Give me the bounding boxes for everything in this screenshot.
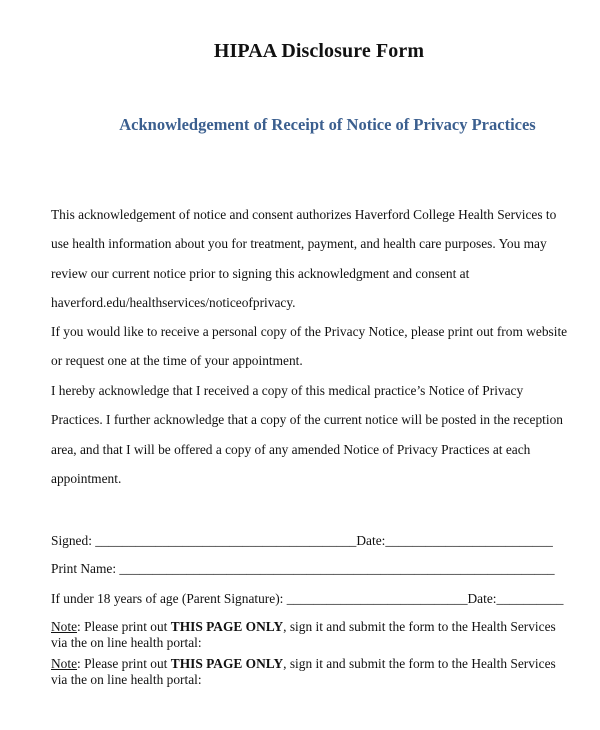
print-name-line[interactable]: Print Name: _________________________________________________________________ <box>51 561 555 576</box>
note-line: via the on line health portal: <box>51 635 202 650</box>
note-label: Note <box>51 656 78 671</box>
note-emphasis: THIS PAGE ONLY <box>170 619 284 634</box>
paragraph-line: haverford.edu/healthservices/noticeofprivacy. <box>51 295 296 311</box>
acknowledgement-paragraph <box>51 376 561 494</box>
note-line <box>51 619 571 635</box>
paragraph-line: This acknowledgement of notice and consent authorizes Haverford College Health Services to <box>51 207 557 222</box>
paragraph-line: If you would like to receive a personal copy of the Privacy Notice, please print out from website <box>51 324 568 339</box>
copy-request-paragraph <box>51 317 568 376</box>
note-line <box>51 656 571 672</box>
document-title: HIPAA Disclosure Form <box>213 40 425 62</box>
note-text: , sign it and submit the form to the Health Services <box>283 656 556 671</box>
signed-date-line[interactable]: Signed: _______________________________________Date:_________________________ <box>51 533 553 548</box>
note-emphasis: THIS PAGE ONLY <box>170 656 284 671</box>
paragraph-line: or request one at the time of your appointment. <box>51 353 303 369</box>
note-label: Note <box>51 619 78 634</box>
note-text: : Please print out <box>77 619 171 634</box>
parent-signature-line[interactable]: If under 18 years of age (Parent Signature): ___________________________Date:__________ <box>51 591 564 606</box>
consent-paragraph <box>51 200 561 318</box>
note-text: , sign it and submit the form to the Health Services <box>283 619 556 634</box>
paragraph-line: area, and that I will be offered a copy of any amended Notice of Privacy Practices at each <box>51 441 531 457</box>
note-line: via the on line health portal: <box>51 672 202 687</box>
paragraph-line: review our current notice prior to signing this acknowledgment and consent at <box>51 265 470 281</box>
note-text: : Please print out <box>77 656 171 671</box>
paragraph-line: I hereby acknowledge that I received a copy of this medical practice’s Notice of Privacy <box>51 383 524 398</box>
paragraph-line: Practices. I further acknowledge that a copy of the current notice will be posted in the reception <box>51 412 563 428</box>
paragraph-line: appointment. <box>51 471 122 487</box>
document-subtitle: Acknowledgement of Receipt of Notice of Privacy Practices <box>119 115 536 134</box>
paragraph-line: use health information about you for treatment, payment, and health care purposes. You may <box>51 236 547 252</box>
submission-note <box>51 656 571 688</box>
submission-note <box>51 619 571 651</box>
